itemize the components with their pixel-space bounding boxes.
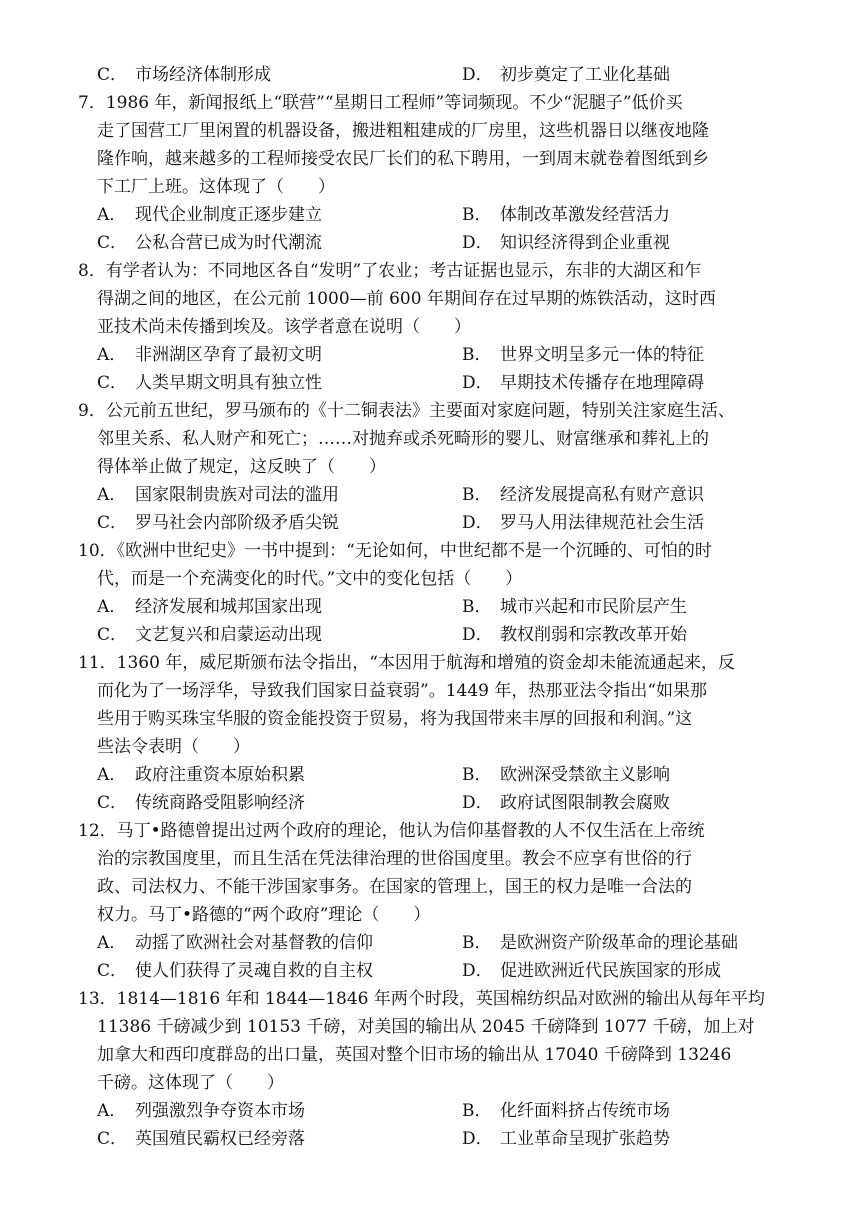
option-label: B．	[462, 933, 492, 953]
option-text: 文艺复兴和启蒙运动出现	[135, 625, 322, 645]
option-label: B．	[462, 597, 492, 617]
option-d	[462, 789, 670, 817]
question-stem-line: 11．1360 年，威尼斯颁布法令指出，“本因用于航海和增殖的资金却未能流通起来，反	[78, 653, 735, 673]
option-label: A．	[97, 765, 127, 785]
option-text: 是欧洲资产阶级革命的理论基础	[500, 933, 738, 953]
option-label: A．	[97, 205, 127, 225]
question-stem-line: 千磅。这体现了（ ）	[97, 1073, 284, 1093]
option-text: 城市兴起和市民阶层产生	[500, 597, 687, 617]
option-label: C．	[97, 513, 128, 533]
option-text: 早期技术传播存在地理障碍	[500, 373, 704, 393]
option-c	[97, 621, 322, 649]
option-text: 非洲湖区孕育了最初文明	[135, 345, 322, 365]
option-text: 现代企业制度正逐步建立	[135, 205, 322, 225]
option-d	[462, 621, 687, 649]
question-stem-line: 些用于购买珠宝华服的资金能投资于贸易，将为我国带来丰厚的回报和利润。”这	[97, 709, 693, 729]
option-a	[97, 929, 373, 957]
option-c	[97, 229, 322, 257]
option-label: D．	[462, 961, 493, 981]
option-b	[462, 761, 670, 789]
option-label: D．	[462, 373, 493, 393]
question-stem-line: 隆作响，越来越多的工程师接受农民厂长们的私下聘用，一到周末就卷着图纸到乡	[97, 149, 709, 169]
option-text: 英国殖民霸权已经旁落	[135, 1129, 305, 1149]
option-a	[97, 761, 305, 789]
option-label: C．	[97, 1129, 128, 1149]
question-stem-line: 加拿大和西印度群岛的出口量，英国对整个旧市场的输出从 17040 千磅降到 13246	[97, 1045, 732, 1065]
option-text: 列强激烈争夺资本市场	[135, 1101, 305, 1121]
option-b	[462, 201, 670, 229]
option-label: C．	[97, 961, 128, 981]
option-d	[462, 1125, 670, 1153]
option-label: B．	[462, 345, 492, 365]
option-label: C．	[97, 373, 128, 393]
option-b	[462, 481, 704, 509]
option-text: 体制改革激发经营活力	[500, 205, 670, 225]
option-a	[97, 201, 322, 229]
question-stem-line: 些法令表明（ ）	[97, 737, 250, 757]
option-a	[97, 593, 322, 621]
option-d	[462, 509, 704, 537]
option-d	[462, 369, 704, 397]
option-a	[97, 481, 339, 509]
option-c	[97, 1125, 305, 1153]
option-text: 公私合营已成为时代潮流	[135, 233, 322, 253]
option-text: 促进欧洲近代民族国家的形成	[500, 961, 721, 981]
option-c	[97, 509, 339, 537]
question-stem-line: 邻里关系、私人财产和死亡；……对抛弃或杀死畸形的婴儿、财富继承和葬礼上的	[97, 429, 709, 449]
question-stem-line: 而化为了一场浮华，导致我们国家日益衰弱”。1449 年，热那亚法令指出“如果那	[97, 681, 708, 701]
option-label: C．	[97, 233, 128, 253]
option-text: 欧洲深受禁欲主义影响	[500, 765, 670, 785]
option-label: A．	[97, 597, 127, 617]
option-label: A．	[97, 485, 127, 505]
option-text: 工业革命呈现扩张趋势	[500, 1129, 670, 1149]
option-label: A．	[97, 345, 127, 365]
option-text: 经济发展和城邦国家出现	[135, 597, 322, 617]
question-stem-line: 11386 千磅减少到 10153 千磅，对美国的输出从 2045 千磅降到 1077 千磅，加上对	[97, 1017, 755, 1037]
option-label: C．	[97, 625, 128, 645]
option-b	[462, 341, 704, 369]
question-stem-line: 10．《欧洲中世纪史》一书中提到：“无论如何，中世纪都不是一个沉睡的、可怕的时	[78, 541, 712, 561]
option-b	[462, 929, 738, 957]
option-text: 政府注重资本原始积累	[135, 765, 305, 785]
option-label: B．	[462, 1101, 492, 1121]
option-c	[97, 61, 271, 89]
question-stem-line: 7．1986 年，新闻报纸上“联营”“星期日工程师”等词频现。不少“泥腿子”低价买	[78, 93, 683, 113]
option-a	[97, 341, 322, 369]
option-c	[97, 789, 305, 817]
question-stem-line: 13．1814—1816 年和 1844—1846 年两个时段，英国棉纺织品对欧洲的输出从每年平均	[78, 989, 765, 1009]
question-stem-line: 亚技术尚未传播到埃及。该学者意在说明（ ）	[97, 317, 471, 337]
question-stem-line: 权力。马丁•路德的“两个政府”理论（ ）	[97, 905, 431, 925]
option-text: 世界文明呈多元一体的特征	[500, 345, 704, 365]
option-text: 市场经济体制形成	[135, 65, 271, 85]
option-label: B．	[462, 205, 492, 225]
option-d	[462, 957, 721, 985]
option-label: A．	[97, 933, 127, 953]
option-label: C．	[97, 65, 128, 85]
option-text: 罗马人用法律规范社会生活	[500, 513, 704, 533]
option-label: D．	[462, 233, 493, 253]
option-text: 国家限制贵族对司法的滥用	[135, 485, 339, 505]
option-label: A．	[97, 1101, 127, 1121]
option-label: C．	[97, 793, 128, 813]
question-stem-line: 政、司法权力、不能干涉国家事务。在国家的管理上，国王的权力是唯一合法的	[97, 877, 692, 897]
option-text: 经济发展提高私有财产意识	[500, 485, 704, 505]
option-text: 教权削弱和宗教改革开始	[500, 625, 687, 645]
option-text: 化纤面料挤占传统市场	[500, 1101, 670, 1121]
option-text: 使人们获得了灵魂自救的自主权	[135, 961, 373, 981]
question-stem-line: 走了国营工厂里闲置的机器设备，搬进粗粗建成的厂房里，这些机器日以继夜地隆	[97, 121, 709, 141]
question-stem-line: 得体举止做了规定，这反映了（ ）	[97, 457, 386, 477]
option-label: D．	[462, 1129, 493, 1149]
option-label: B．	[462, 765, 492, 785]
option-label: B．	[462, 485, 492, 505]
question-stem-line: 下工厂上班。这体现了（ ）	[97, 177, 335, 197]
question-stem-line: 9．公元前五世纪，罗马颁布的《十二铜表法》主要面对家庭问题，特别关注家庭生活、	[78, 401, 735, 421]
option-text: 人类早期文明具有独立性	[135, 373, 322, 393]
option-text: 动摇了欧洲社会对基督教的信仰	[135, 933, 373, 953]
question-stem-line: 12．马丁•路德曾提出过两个政府的理论，他认为信仰基督教的人不仅生活在上帝统	[78, 821, 705, 841]
question-stem-line: 代，而是一个充满变化的时代。”文中的变化包括（ ）	[97, 569, 523, 589]
option-d	[462, 61, 670, 89]
question-stem-line: 8．有学者认为：不同地区各自“发明”了农业；考古证据也显示，东非的大湖区和乍	[78, 261, 702, 281]
option-label: D．	[462, 625, 493, 645]
option-d	[462, 229, 670, 257]
option-text: 知识经济得到企业重视	[500, 233, 670, 253]
question-stem-line: 治的宗教国度里，而且生活在凭法律治理的世俗国度里。教会不应享有世俗的行	[97, 849, 692, 869]
option-b	[462, 593, 687, 621]
option-c	[97, 369, 322, 397]
option-text: 传统商路受阻影响经济	[135, 793, 305, 813]
option-text: 罗马社会内部阶级矛盾尖锐	[135, 513, 339, 533]
option-label: D．	[462, 65, 493, 85]
question-stem-line: 得湖之间的地区，在公元前 1000—前 600 年期间存在过早期的炼铁活动，这时西	[97, 289, 716, 309]
option-label: D．	[462, 793, 493, 813]
option-text: 初步奠定了工业化基础	[500, 65, 670, 85]
option-label: D．	[462, 513, 493, 533]
option-text: 政府试图限制教会腐败	[500, 793, 670, 813]
option-a	[97, 1097, 305, 1125]
option-c	[97, 957, 373, 985]
option-b	[462, 1097, 670, 1125]
